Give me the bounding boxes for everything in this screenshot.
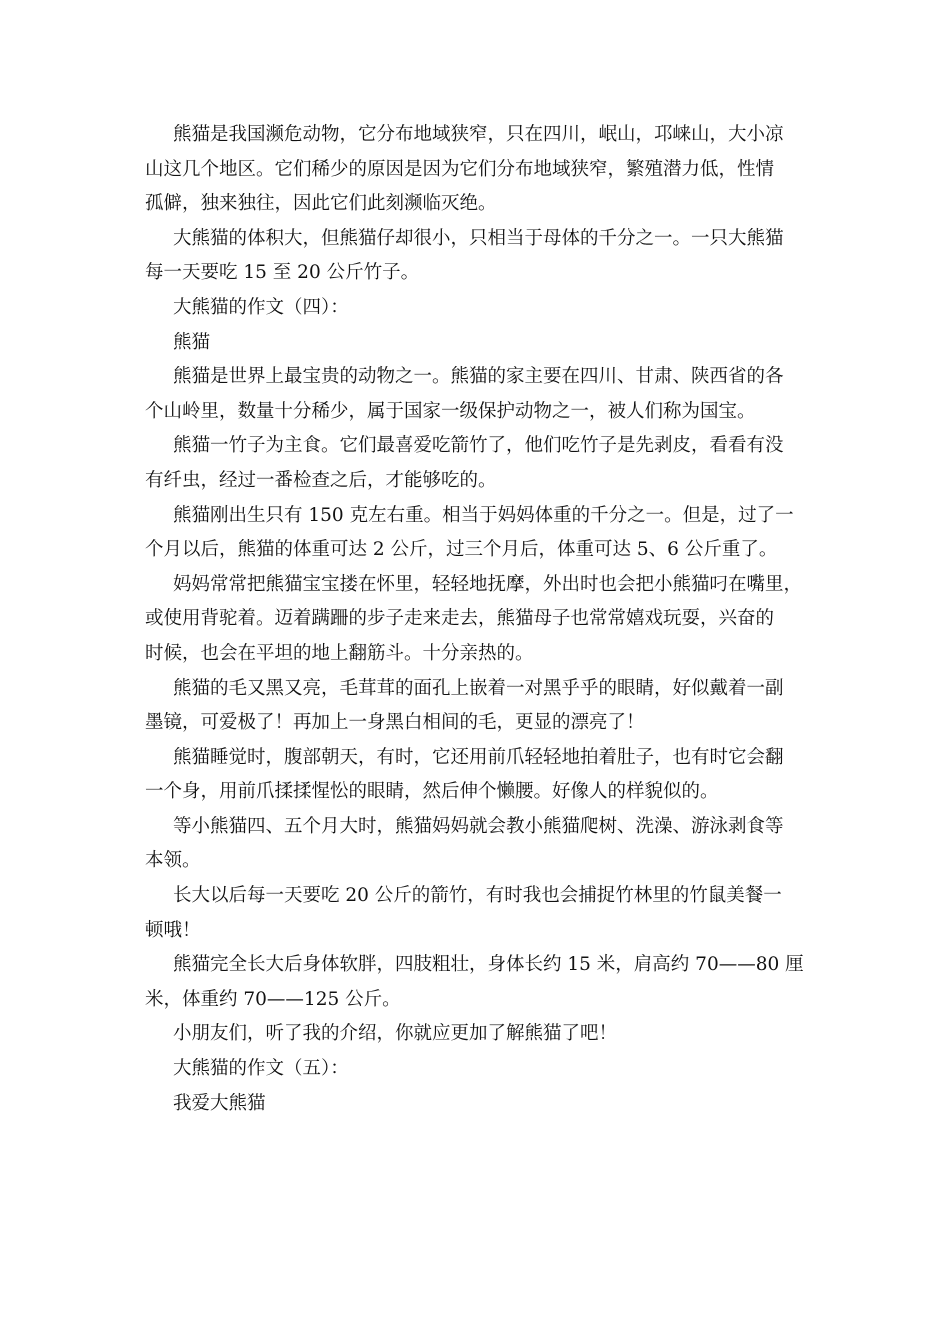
section-heading: 大熊猫的作文（五）： bbox=[173, 1058, 349, 1080]
paragraph-line: 山这几个地区。它们稀少的原因是因为它们分布地域狭窄，繁殖潜力低，性情 bbox=[145, 158, 775, 180]
paragraph-line: 熊猫一竹子为主食。它们最喜爱吃箭竹了，他们吃竹子是先剥皮，看看有没 bbox=[173, 435, 784, 457]
paragraph-line: 妈妈常常把熊猫宝宝搂在怀里，轻轻地抚摩，外出时也会把小熊猫叼在嘴里， bbox=[173, 573, 803, 595]
paragraph-line: 长大以后每一天要吃 20 公斤的箭竹，有时我也会捕捉竹林里的竹鼠美餐一 bbox=[173, 885, 782, 907]
section-heading: 大熊猫的作文（四）： bbox=[173, 296, 349, 318]
paragraph-line: 顿哦！ bbox=[145, 919, 201, 941]
paragraph-line: 大熊猫的体积大，但熊猫仔却很小，只相当于母体的千分之一。一只大熊猫 bbox=[173, 227, 784, 249]
document-body bbox=[145, 118, 810, 1121]
paragraph-line: 小朋友们，听了我的介绍，你就应更加了解熊猫了吧！ bbox=[173, 1023, 618, 1045]
paragraph-line: 等小熊猫四、五个月大时，熊猫妈妈就会教小熊猫爬树、洗澡、游泳剥食等 bbox=[173, 815, 784, 837]
paragraph-line: 孤僻，独来独往，因此它们此刻濒临灭绝。 bbox=[145, 193, 497, 215]
paragraph-line: 个山岭里，数量十分稀少，属于国家一级保护动物之一，被人们称为国宝。 bbox=[145, 400, 756, 422]
paragraph-line: 本领。 bbox=[145, 850, 201, 872]
paragraph-line: 熊猫是我国濒危动物，它分布地域狭窄，只在四川，岷山，邛崃山，大小凉 bbox=[173, 124, 784, 145]
paragraph-line: 熊猫刚出生只有 150 克左右重。相当于妈妈体重的千分之一。但是，过了一 bbox=[173, 504, 794, 526]
paragraph-line: 时候，也会在平坦的地上翻筋斗。十分亲热的。 bbox=[145, 642, 534, 664]
paragraph-line: 米，体重约 70——125 公斤。 bbox=[145, 988, 401, 1010]
essay-title: 熊猫 bbox=[173, 331, 211, 353]
paragraph-line: 一个身，用前爪揉揉惺忪的眼睛，然后伸个懒腰。好像人的样貌似的。 bbox=[145, 781, 719, 803]
paragraph-line: 熊猫睡觉时，腹部朝天，有时，它还用前爪轻轻地拍着肚子，也有时它会翻 bbox=[173, 746, 784, 768]
essay-title: 我爱大熊猫 bbox=[173, 1092, 266, 1114]
paragraph-line: 墨镜，可爱极了！再加上一身黑白相间的毛，更显的漂亮了！ bbox=[145, 712, 645, 734]
paragraph-line: 熊猫是世界上最宝贵的动物之一。熊猫的家主要在四川、甘肃、陕西省的各 bbox=[173, 366, 784, 388]
paragraph-line: 或使用背驼着。迈着蹒跚的步子走来走去，熊猫母子也常常嬉戏玩耍，兴奋的 bbox=[145, 608, 775, 630]
paragraph-line: 每一天要吃 15 至 20 公斤竹子。 bbox=[145, 262, 420, 284]
paragraph-line: 熊猫完全长大后身体软胖，四肢粗壮，身体长约 15 米，肩高约 70——80 厘 bbox=[173, 954, 804, 976]
paragraph-line: 有纤虫，经过一番检查之后，才能够吃的。 bbox=[145, 469, 497, 491]
paragraph-line: 个月以后，熊猫的体重可达 2 公斤，过三个月后，体重可达 5、6 公斤重了。 bbox=[145, 539, 778, 561]
paragraph-line: 熊猫的毛又黑又亮，毛茸茸的面孔上嵌着一对黑乎乎的眼睛，好似戴着一副 bbox=[173, 677, 784, 699]
